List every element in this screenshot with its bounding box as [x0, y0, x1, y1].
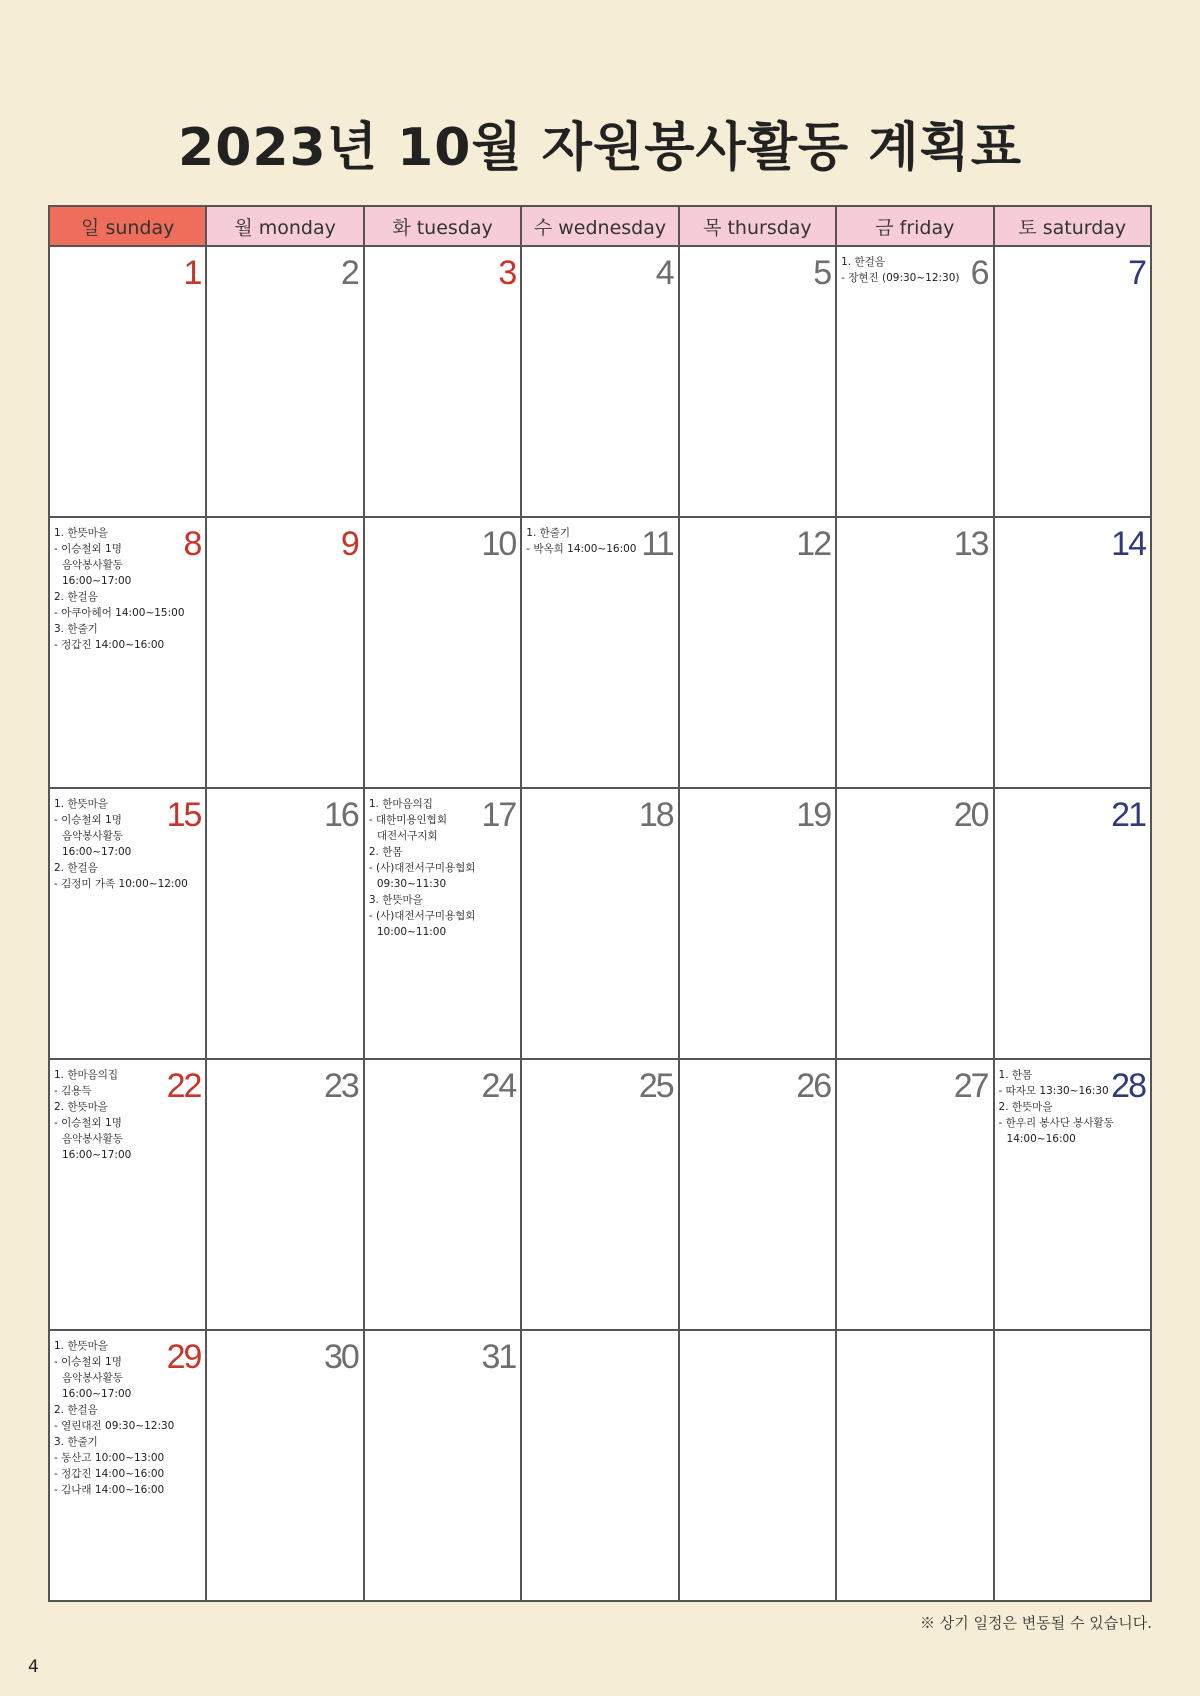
day-number: 21 — [1111, 796, 1145, 834]
activity-note: - 김나래 14:00~16:00 — [54, 1484, 165, 1496]
calendar-day-cell — [521, 1330, 678, 1601]
calendar-day-cell — [206, 788, 363, 1059]
day-number: 28 — [1111, 1067, 1145, 1105]
day-number: 15 — [166, 796, 201, 834]
day-number: 10 — [481, 525, 516, 563]
activity-note: - (사)대전서구미용협회 — [368, 910, 476, 922]
calendar-day-cell — [521, 788, 678, 1059]
day-number: 26 — [796, 1067, 831, 1105]
activity-note: - 정갑진 14:00~16:00 — [54, 1468, 165, 1480]
day-number: 2 — [340, 254, 358, 292]
calendar-day-cell — [364, 1059, 521, 1330]
activity-note: - 이승철외 1명 — [54, 1117, 122, 1129]
calendar-day-cell — [994, 517, 1151, 788]
activity-note: - 이승철외 1명 — [54, 814, 122, 826]
day-number: 24 — [481, 1067, 516, 1105]
calendar-day-cell — [49, 788, 206, 1059]
day-number: 1 — [183, 254, 201, 292]
activity-note: 2. 한뜻마을 — [998, 1101, 1053, 1113]
day-number: 22 — [166, 1067, 201, 1105]
calendar-day-cell — [364, 246, 521, 517]
calendar-day-cell — [364, 788, 521, 1059]
activity-note: - 이승철외 1명 — [54, 543, 122, 555]
day-number: 31 — [481, 1338, 516, 1376]
day-number: 25 — [638, 1067, 673, 1105]
calendar-day-cell — [49, 1059, 206, 1330]
activity-note: - 한우리 봉사단 봉사활동 — [998, 1117, 1114, 1129]
day-number: 12 — [796, 525, 831, 563]
day-number: 9 — [340, 525, 358, 563]
day-number: 20 — [953, 796, 988, 834]
activity-note: 14:00~16:00 — [1006, 1133, 1076, 1145]
day-number: 14 — [1111, 525, 1145, 563]
activity-note: 2. 한걸음 — [54, 862, 98, 874]
activity-note: 대전서구지회 — [376, 830, 438, 842]
day-number: 3 — [498, 254, 516, 292]
day-number: 8 — [183, 525, 201, 563]
calendar-day-cell — [836, 788, 993, 1059]
day-number: 23 — [324, 1067, 358, 1105]
calendar-day-cell — [836, 1330, 993, 1601]
activity-note: 음악봉사활동 — [62, 1372, 123, 1384]
page-title: 2023년 10월 자원봉사활동 계획표 — [178, 118, 1022, 178]
activity-note: - 이승철외 1명 — [54, 1356, 122, 1368]
calendar-grid — [48, 205, 1152, 1602]
activity-note: 1. 한뜻마을 — [54, 798, 108, 810]
activity-note: 3. 한뜻마을 — [368, 894, 423, 906]
activity-note: - 동산고 10:00~13:00 — [54, 1452, 165, 1464]
activity-note: 1. 한뜻마을 — [54, 1340, 108, 1352]
page-number: 4 — [28, 1657, 39, 1677]
activity-note: 10:00~11:00 — [376, 926, 447, 938]
activity-note: - 김용득 — [54, 1085, 92, 1097]
activity-note: 16:00~17:00 — [62, 575, 132, 587]
calendar-day-cell — [679, 1059, 836, 1330]
calendar-day-cell — [206, 246, 363, 517]
calendar-day-cell — [994, 788, 1151, 1059]
day-number: 11 — [641, 525, 673, 563]
activity-note: - 박옥희 14:00~16:00 — [526, 543, 637, 555]
calendar-day-cell — [679, 246, 836, 517]
activity-note: - 김정미 가족 10:00~12:00 — [54, 878, 188, 890]
calendar-day-cell — [836, 1059, 993, 1330]
day-number: 18 — [638, 796, 673, 834]
calendar-week-row — [49, 1330, 1151, 1601]
calendar-day-cell — [206, 1330, 363, 1601]
calendar-day-cell — [994, 246, 1151, 517]
weekday-header-wednesday: 수 wednesday — [521, 206, 678, 246]
calendar-day-cell — [364, 1330, 521, 1601]
day-number: 27 — [953, 1067, 988, 1105]
calendar-week-row — [49, 788, 1151, 1059]
weekday-header-tuesday: 화 tuesday — [364, 206, 521, 246]
weekday-header-row — [49, 206, 1151, 246]
activity-note: 16:00~17:00 — [62, 1388, 132, 1400]
activity-note: 1. 한마음의집 — [368, 798, 433, 810]
activity-note: - 열린대전 09:30~12:30 — [54, 1420, 175, 1432]
day-number: 19 — [796, 796, 831, 834]
calendar-day-cell — [521, 246, 678, 517]
activity-note: 음악봉사활동 — [62, 830, 123, 842]
activity-note: 음악봉사활동 — [62, 559, 123, 571]
weekday-header-sunday: 일 sunday — [49, 206, 206, 246]
calendar-day-cell — [521, 1059, 678, 1330]
calendar-week-row — [49, 246, 1151, 517]
calendar-week-row — [49, 1059, 1151, 1330]
calendar-day-cell — [679, 517, 836, 788]
calendar-day-cell — [994, 1059, 1151, 1330]
weekday-header-friday: 금 friday — [836, 206, 993, 246]
activity-note: 16:00~17:00 — [62, 1149, 132, 1161]
activity-note: 1. 한몸 — [998, 1069, 1033, 1081]
activity-note: 2. 한뜻마을 — [54, 1101, 108, 1113]
calendar-day-cell — [836, 246, 993, 517]
day-number: 6 — [970, 254, 988, 292]
calendar-day-cell — [679, 788, 836, 1059]
activity-note: - 대한미용인협회 — [368, 814, 447, 826]
calendar-day-cell — [364, 517, 521, 788]
calendar-day-cell — [679, 1330, 836, 1601]
activity-note: - 따자모 13:30~16:30 — [998, 1085, 1109, 1097]
activity-note: - (사)대전서구미용협회 — [368, 862, 476, 874]
calendar-day-cell — [206, 1059, 363, 1330]
activity-note: - 정갑진 14:00~16:00 — [54, 639, 165, 651]
day-number: 4 — [655, 254, 673, 292]
activity-note: 음악봉사활동 — [62, 1133, 123, 1145]
calendar-week-row — [49, 517, 1151, 788]
calendar-day-cell — [994, 1330, 1151, 1601]
weekday-header-saturday: 토 saturday — [994, 206, 1151, 246]
activity-note: 3. 한줄기 — [54, 1436, 98, 1448]
calendar-day-cell — [49, 1330, 206, 1601]
activity-note: 1. 한걸음 — [841, 256, 885, 268]
activity-note: 3. 한줄기 — [54, 623, 98, 635]
activity-note: 2. 한걸음 — [54, 1404, 98, 1416]
day-number: 16 — [324, 796, 358, 834]
day-number: 13 — [953, 525, 988, 563]
activity-note: 1. 한뜻마을 — [54, 527, 108, 539]
calendar-day-cell — [836, 517, 993, 788]
activity-note: 2. 한걸음 — [54, 591, 98, 603]
calendar-day-cell — [49, 517, 206, 788]
day-number: 30 — [324, 1338, 358, 1376]
weekday-header-monday: 월 monday — [206, 206, 363, 246]
activity-note: 1. 한마음의집 — [54, 1069, 119, 1081]
activity-note: 09:30~11:30 — [376, 878, 447, 890]
day-number: 7 — [1128, 254, 1145, 292]
day-number: 17 — [481, 796, 516, 834]
calendar-day-cell — [521, 517, 678, 788]
schedule-change-notice: ※ 상기 일정은 변동될 수 있습니다. — [920, 1614, 1152, 1632]
activity-note: - 장현진 (09:30~12:30) — [841, 272, 960, 284]
weekday-header-thursday: 목 thursday — [679, 206, 836, 246]
activity-note: - 아쿠아헤어 14:00~15:00 — [54, 607, 185, 619]
activity-note: 2. 한몸 — [368, 846, 403, 858]
activity-note: 16:00~17:00 — [62, 846, 132, 858]
activity-note: 1. 한줄기 — [526, 527, 571, 539]
day-number: 5 — [813, 254, 831, 292]
calendar-day-cell — [206, 517, 363, 788]
calendar-day-cell — [49, 246, 206, 517]
day-number: 29 — [166, 1338, 201, 1376]
activity-list — [50, 518, 205, 653]
activity-list — [837, 247, 992, 286]
